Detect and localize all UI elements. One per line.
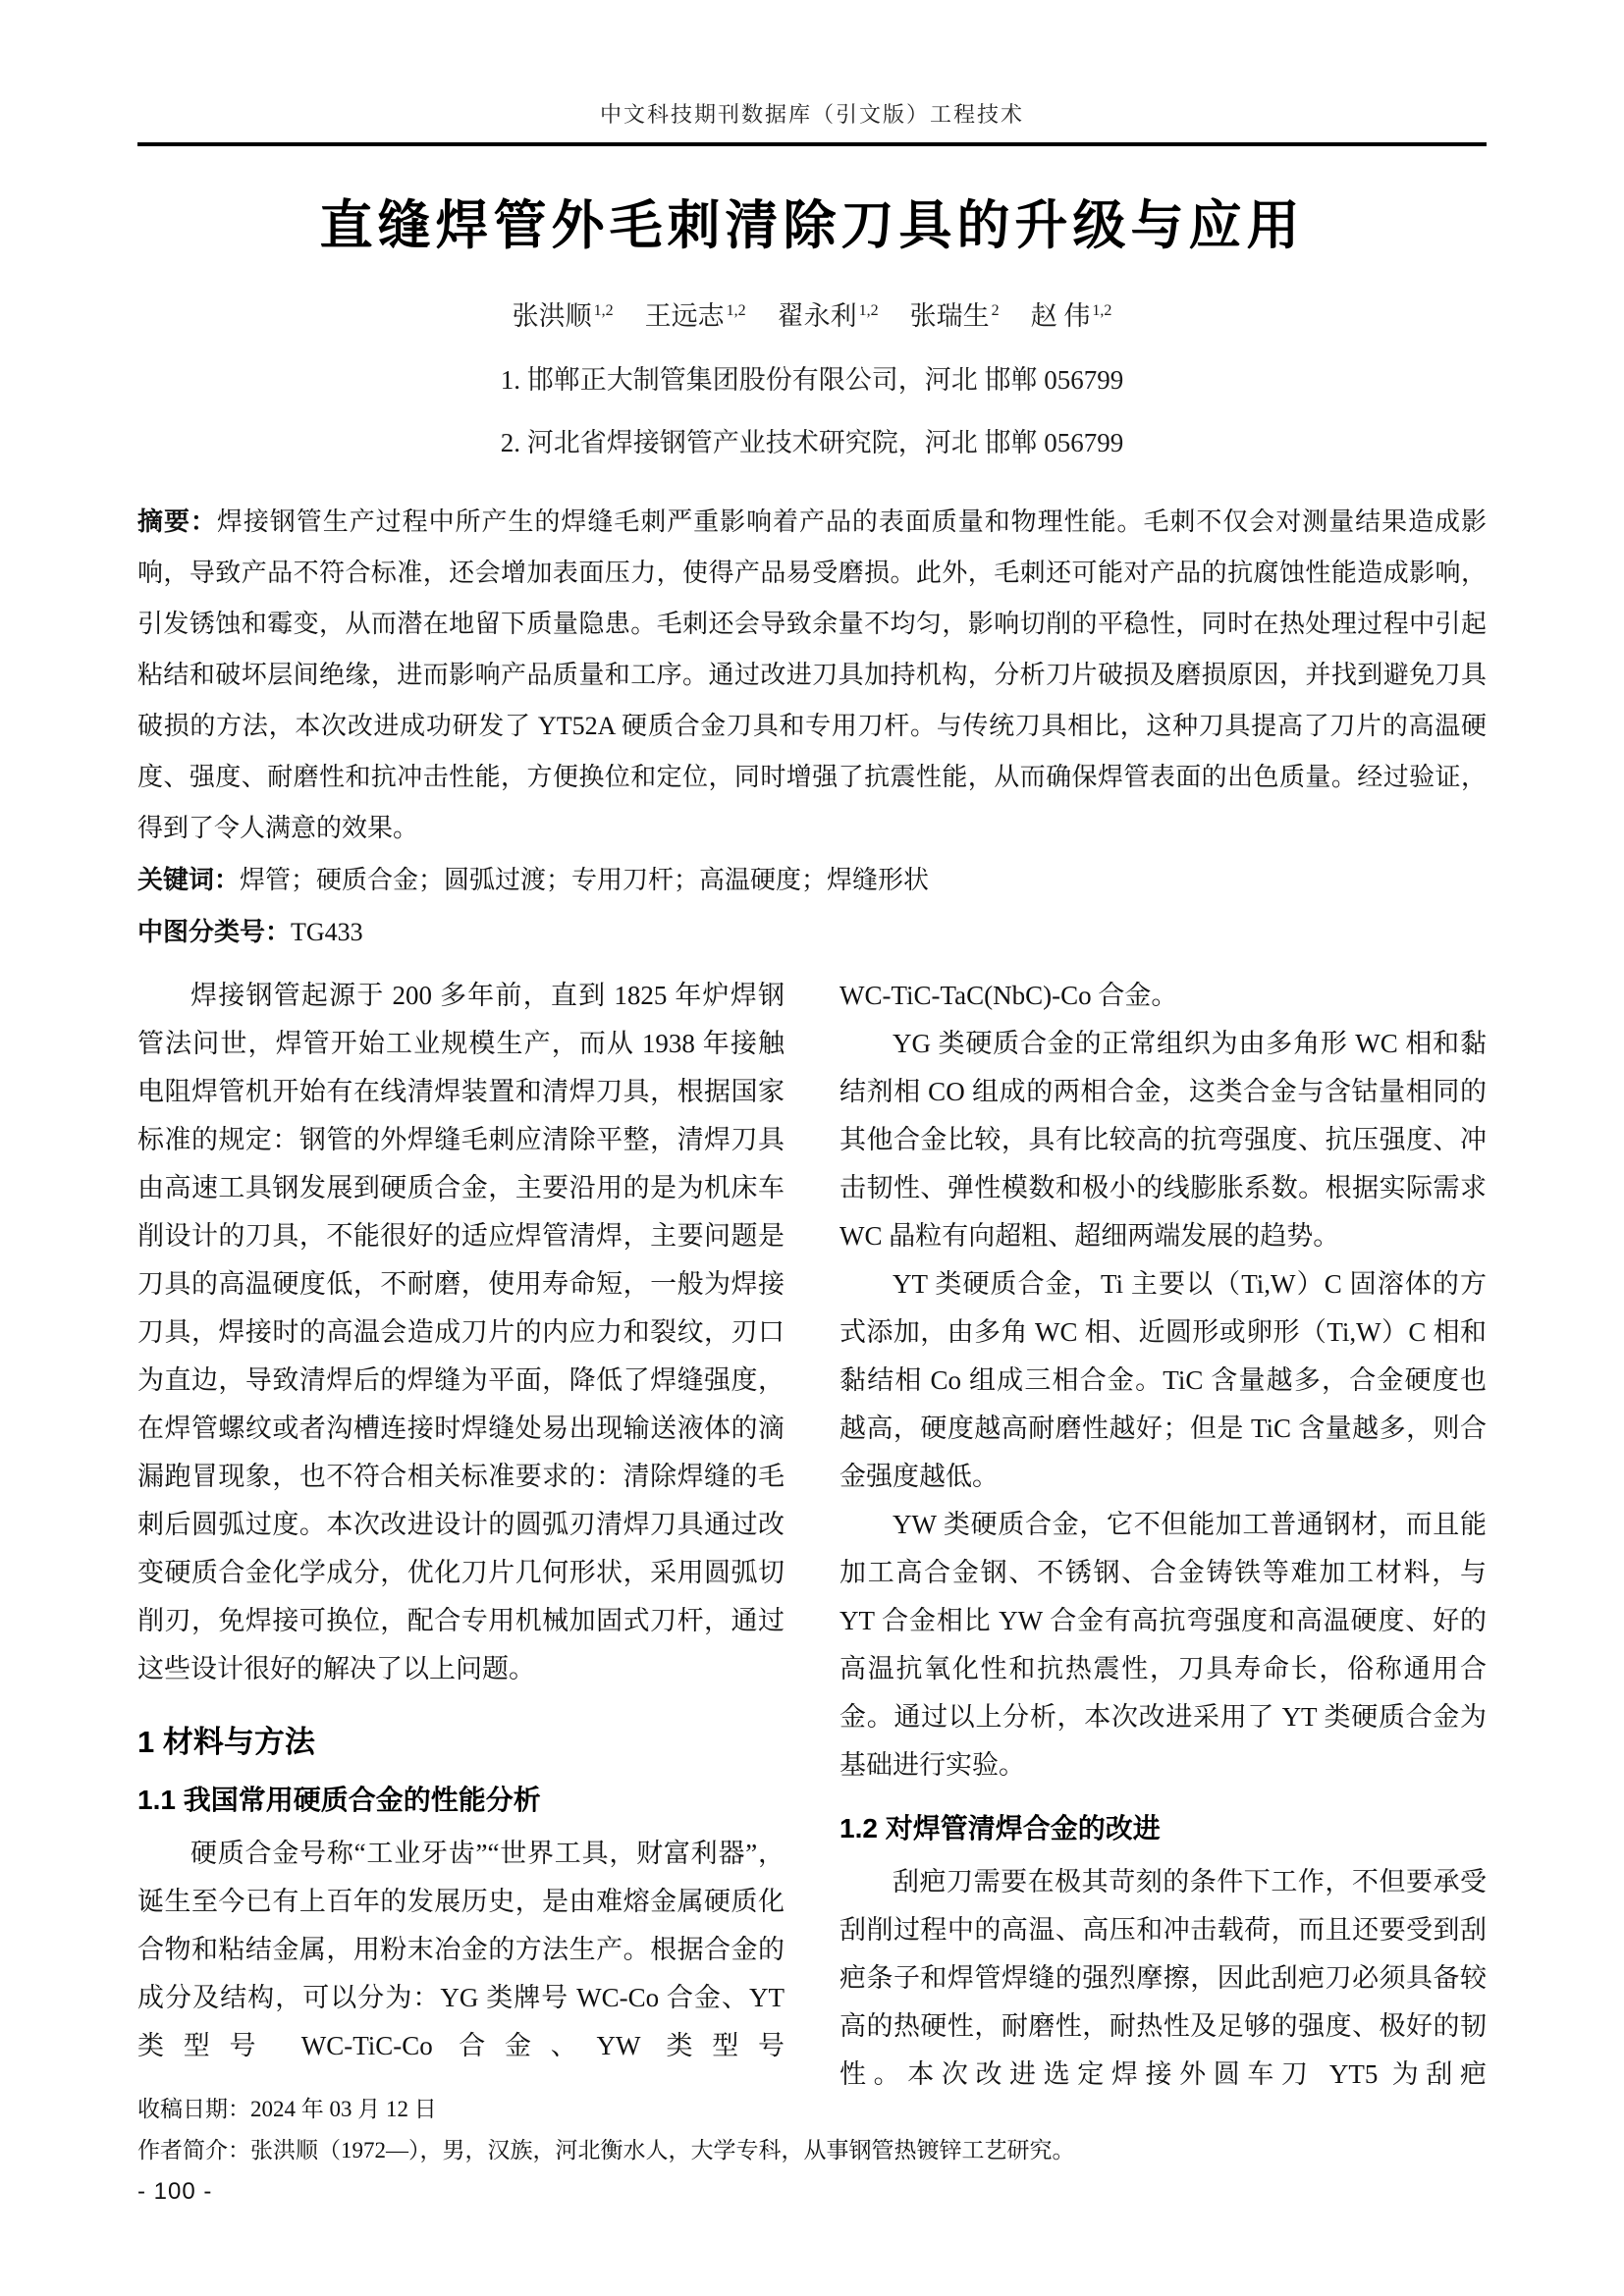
affiliation-line: 1. 邯郸正大制管集团股份有限公司，河北 邯郸 056799 xyxy=(500,365,1124,396)
left-column xyxy=(137,972,785,2099)
keywords xyxy=(137,854,1487,906)
author-affiliation-superscript: 1,2 xyxy=(1092,302,1112,320)
page-title: 直缝焊管外毛刺清除刀具的升级与应用 xyxy=(319,196,1305,255)
body-columns xyxy=(137,972,1487,2099)
received-date: 收稿日期：2024 年 03 月 12 日 xyxy=(137,2097,437,2121)
page-footer xyxy=(137,2089,1487,2213)
abstract-label: 摘要： xyxy=(137,507,217,537)
affiliation-line: 2. 河北省焊接钢管产业技术研究院，河北 邯郸 056799 xyxy=(500,428,1124,458)
header-divider xyxy=(137,142,1487,146)
body-paragraph: WC-TiC-TaC(NbC)-Co 合金。 xyxy=(839,981,1178,1011)
author xyxy=(1031,301,1112,331)
author-name: 王远志 xyxy=(644,301,725,332)
journal-header: 中文科技期刊数据库（引文版）工程技术 xyxy=(599,102,1024,127)
author-name: 翟永利 xyxy=(777,301,857,332)
author-affiliation-superscript: 1,2 xyxy=(726,302,746,320)
author-bio: 作者简介：张洪顺（1972—），男，汉族，河北衡水人，大学专科，从事钢管热镀锌工艺研究。 xyxy=(137,2138,1075,2163)
author xyxy=(513,301,614,331)
body-paragraph: YT 类硬质合金，Ti 主要以（Ti,W）C 固溶体的方式添加，由多角 WC 相、近圆形或卵形（Ti,W）C 相和黏结相 Co 组成三相合金。TiC 含量越多，合金硬度也越高，硬度越高耐磨性越好；但是 TiC 含量越多，则合金强度越低。 xyxy=(839,1269,1487,1492)
author-affiliation-superscript: 1,2 xyxy=(593,302,614,320)
keywords-label: 关键词： xyxy=(137,865,241,895)
author xyxy=(910,301,1000,331)
subsection-heading: 1.1 我国常用硬质合金的性能分析 xyxy=(137,1785,541,1816)
body-paragraph: 焊接钢管起源于 200 多年前，直到 1825 年炉焊钢管法问世，焊管开始工业规模生产，而从 1938 年接触电阻焊管机开始有在线清焊装置和清焊刀具，根据国家标准的规定：钢管的外焊缝毛刺应清除平整，清焊刀具由高速工具钢发展到硬质合金，主要沿用的是为机床车削设计的刀具，不能很好的适应焊管清焊，主要问题是刀具的高温硬度低，不耐磨，使用寿命短，一般为焊接刀具，焊接时的高温会造成刀片的内应力和裂纹，刃口为直边，导致清焊后的焊缝为平面，降低了焊缝强度，在焊管螺纹或者沟槽连接时焊缝处易出现输送液体的滴漏跑冒现象，也不符合相关标准要求的：清除焊缝的毛刺后圆弧过度。本次改进设计的圆弧刃清焊刀具通过改变硬质合金化学成分，优化刀片几何形状，采用圆弧切削刃，免焊接可换位，配合专用机械加固式刀杆，通过这些设计很好的解决了以上问题。 xyxy=(137,981,785,1684)
clc-value: TG433 xyxy=(291,918,363,947)
abstract xyxy=(137,496,1487,854)
subsection-heading: 1.2 对焊管清焊合金的改进 xyxy=(839,1813,1161,1844)
clc-number xyxy=(137,906,1487,958)
affiliation-list xyxy=(0,348,1624,474)
author-affiliation-superscript: 2 xyxy=(991,302,1000,320)
body-paragraph: YG 类硬质合金的正常组织为由多角形 WC 相和黏结剂相 CO 组成的两相合金，这类合金与含钴量相同的其他合金比较，具有比较高的抗弯强度、抗压强度、冲击韧性、弹性模数和极小的线膨胀系数。根据实际需求 WC 晶粒有向超粗、超细两端发展的趋势。 xyxy=(839,1029,1487,1252)
clc-label: 中图分类号： xyxy=(137,917,292,947)
author-list xyxy=(0,294,1624,333)
body-paragraph: 刮疤刀需要在极其苛刻的条件下工作，不但要承受刮削过程中的高温、高压和冲击载荷，而且还要受到刮疤条子和焊管焊缝的强烈摩擦，因此刮疤刀必须具备较高的热硬性，耐磨性，耐热性及足够的强度、极好的韧性。本次改进选定焊接外圆车刀 YT5 为刮疤 xyxy=(839,1867,1487,2090)
body-paragraph: YW 类硬质合金，它不但能加工普通钢材，而且能加工高合金钢、不锈钢、合金铸铁等难加工材料，与 YT 合金相比 YW 合金有高抗弯强度和高温硬度、好的高温抗氧化性和抗热震性，刀具寿命长，俗称通用合金。通过以上分析，本次改进采用了 YT 类硬质合金为基础进行实验。 xyxy=(839,1510,1487,1781)
section-heading: 1 材料与方法 xyxy=(137,1725,315,1760)
author xyxy=(645,301,746,331)
author xyxy=(778,301,879,331)
abstract-text: 焊接钢管生产过程中所产生的焊缝毛刺严重影响着产品的表面质量和物理性能。毛刺不仅会对测量结果造成影响，导致产品不符合标准，还会增加表面压力，使得产品易受磨损。此外，毛刺还可能对产品的抗腐蚀性能造成影响，引发锈蚀和霉变，从而潜在地留下质量隐患。毛刺还会导致余量不均匀，影响切削的平稳性，同时在热处理过程中引起粘结和破坏层间绝缘，进而影响产品质量和工序。通过改进刀具加持机构，分析刀片破损及磨损原因，并找到避免刀具破损的方法，本次改进成功研发了 YT52A 硬质合金刀具和专用刀杆。与传统刀具相比，这种刀具提高了刀片的高温硬度、强度、耐磨性和抗冲击性能，方便换位和定位，同时增强了抗震性能，从而确保焊管表面的出色质量。经过验证，得到了令人满意的效果。 xyxy=(137,507,1487,843)
author-name: 赵 伟 xyxy=(1030,301,1091,332)
author-affiliation-superscript: 1,2 xyxy=(858,302,879,320)
author-name: 张洪顺 xyxy=(512,301,592,332)
author-name: 张瑞生 xyxy=(909,301,990,332)
page-number: - 100 - xyxy=(137,2178,213,2205)
right-column xyxy=(839,972,1487,2099)
keywords-text: 焊管；硬质合金；圆弧过渡；专用刀杆；高温硬度；焊缝形状 xyxy=(240,866,930,895)
body-paragraph: 硬质合金号称“工业牙齿”“世界工具，财富利器”，诞生至今已有上百年的发展历史，是由难熔金属硬质化合物和粘结金属，用粉末冶金的方法生产。根据合金的成分及结构，可以分为：YG 类牌号 WC-Co 合金、YT 类型号 WC-TiC-Co 合金、YW 类型号 xyxy=(137,1839,785,2061)
